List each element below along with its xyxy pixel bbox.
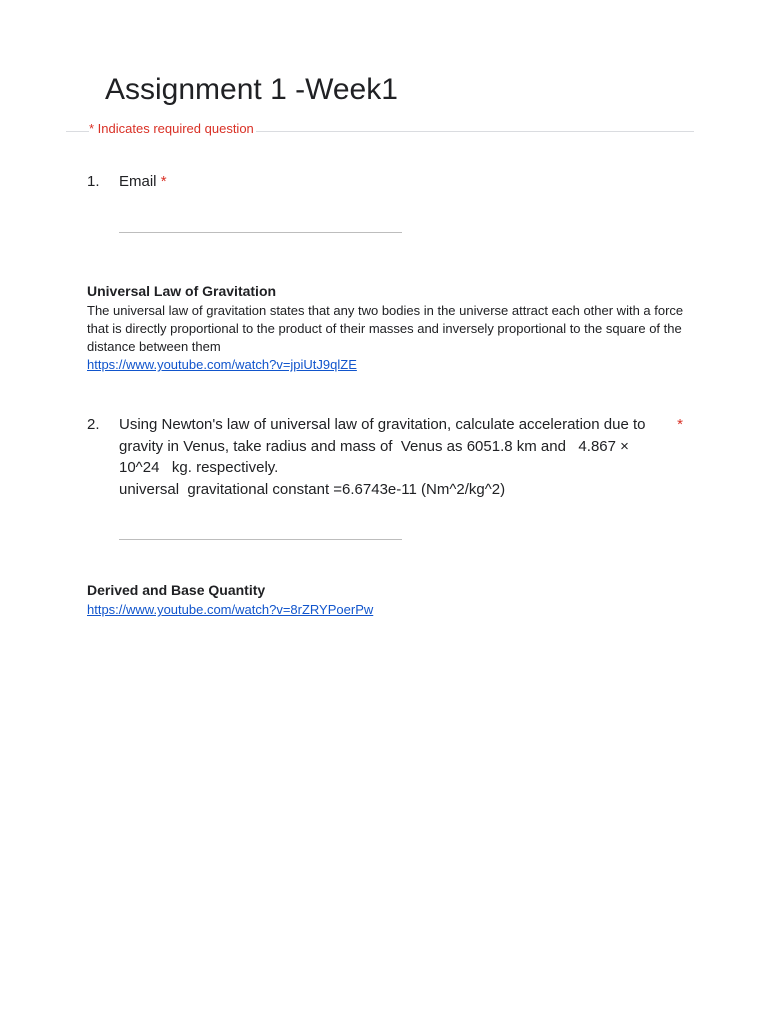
question-text: Using Newton's law of universal law of gravitation, calculate acceleration due to gravity in Venus, take radius and mass of Venus as 6051.8 km and 4.867 × 10^24 kg. respectively. universal gravitational constant =6.6743e-11 (Nm^2/kg^2) <box>119 416 646 498</box>
section-title: Derived and Base Quantity <box>87 582 266 598</box>
question-number: 1. <box>87 173 100 190</box>
question-number: 2. <box>87 416 100 433</box>
section-description: The universal law of gravitation states that any two bodies in the universe attract each other with a force that is directly proportional to the product of their masses and inversely proportional to the square of the distance between them <box>87 303 684 354</box>
question-gravity-venus <box>87 414 687 544</box>
required-star: * <box>677 416 683 433</box>
section-universal-law <box>87 282 687 374</box>
required-star: * <box>160 173 167 190</box>
form-title: Assignment 1 -Week1 <box>105 73 398 106</box>
question-label <box>119 171 659 193</box>
email-answer-field[interactable] <box>119 232 402 233</box>
section-video-link[interactable]: https://www.youtube.com/watch?v=8rZRYPoerPw <box>87 602 374 617</box>
question-email <box>87 171 687 241</box>
question-text: Email <box>119 173 157 190</box>
section-title: Universal Law of Gravitation <box>87 283 277 299</box>
section-derived-base <box>87 581 687 619</box>
section-video-link[interactable]: https://www.youtube.com/watch?v=jpiUtJ9qlZE <box>87 357 357 372</box>
gravity-answer-field[interactable] <box>119 539 402 540</box>
required-note: * Indicates required question <box>89 121 254 136</box>
